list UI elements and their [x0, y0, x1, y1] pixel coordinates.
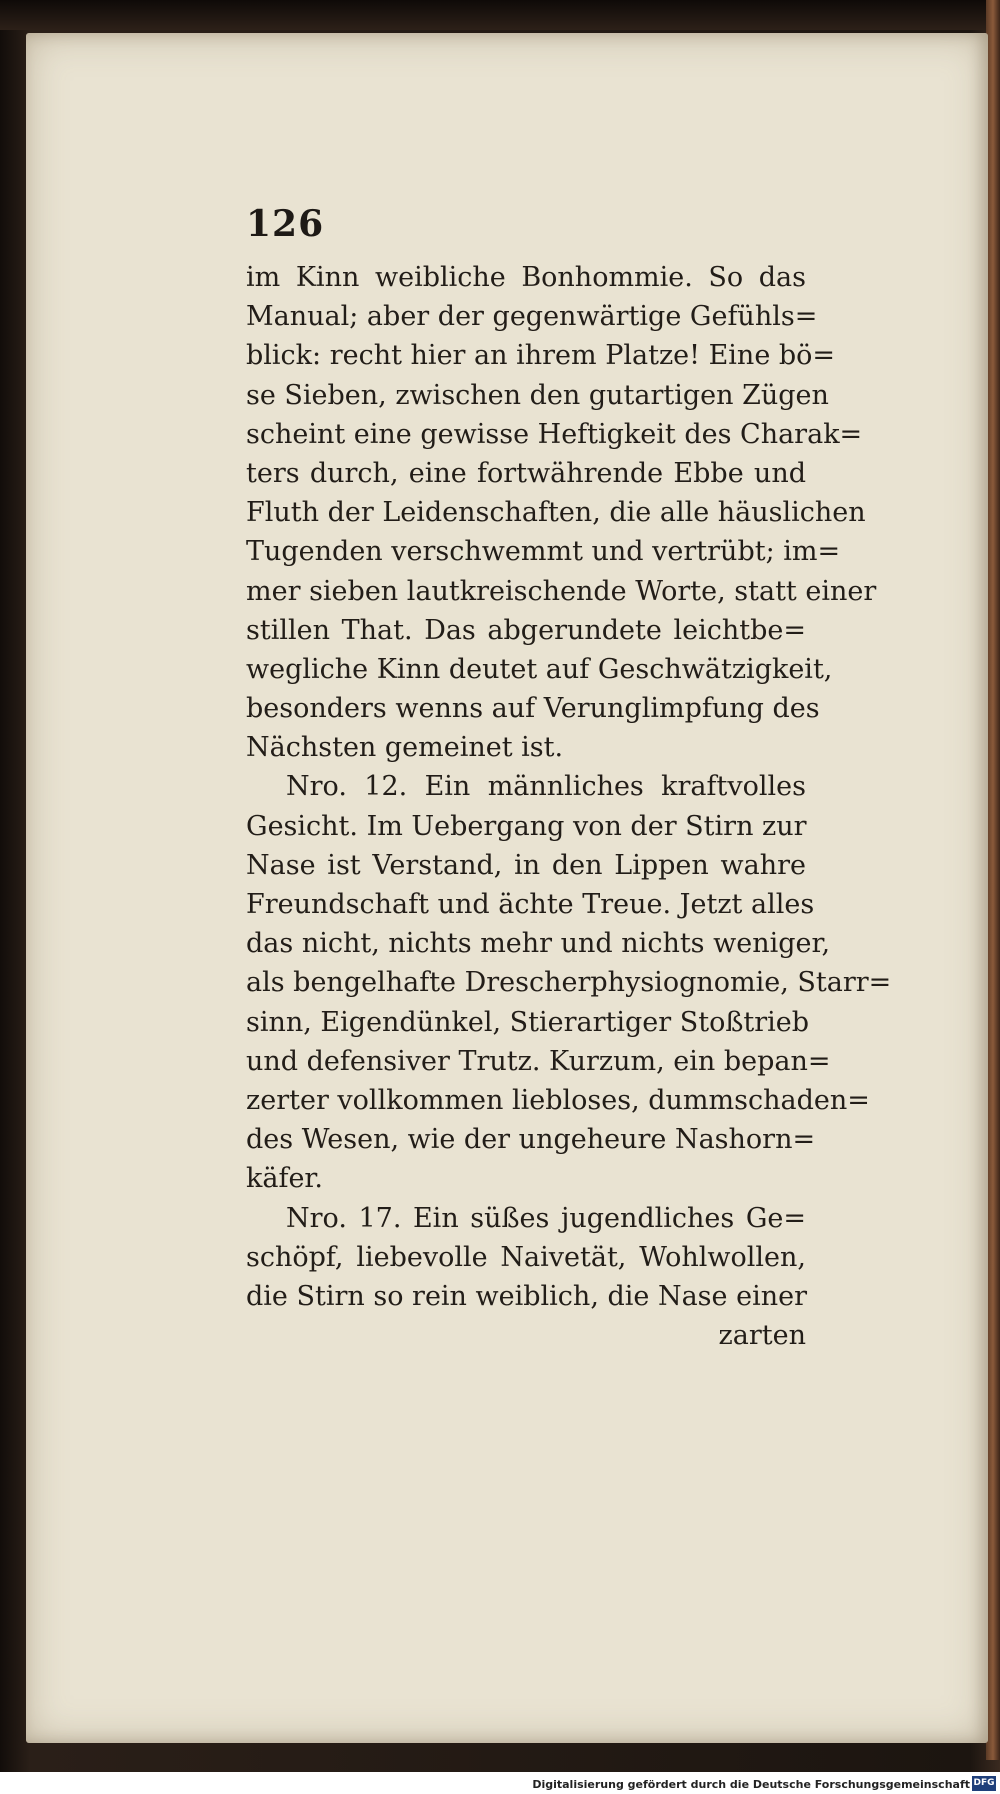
text-line: blick: recht hier an ihrem Platze! Eine bö= — [246, 340, 836, 372]
text-line: mer sieben lautkreischende Worte, statt einer — [246, 575, 877, 607]
body-text — [246, 258, 892, 1355]
digitization-footer — [0, 1772, 1000, 1794]
text-line: Gesicht. Im Uebergang von der Stirn zur — [246, 810, 807, 842]
text-line: das nicht, nichts mehr und nichts weniger, — [246, 928, 831, 960]
page-number: 126 — [246, 203, 325, 245]
text-line: Manual; aber der gegenwärtige Gefühls= — [246, 301, 818, 333]
text-line: Tugenden verschwemmt und vertrübt; im= — [246, 536, 841, 568]
text-line: ters durch, eine fortwährende Ebbe und — [246, 457, 806, 489]
text-line: scheint eine gewisse Heftigkeit des Charak= — [246, 418, 863, 450]
text-line: stillen That. Das abgerundete leichtbe= — [246, 614, 806, 646]
dfg-logo: DFG — [972, 1776, 996, 1791]
text-line: zerter vollkommen liebloses, dummschaden= — [246, 1084, 870, 1116]
book-cover-top-edge — [0, 0, 1000, 30]
text-line: und defensiver Trutz. Kurzum, ein bepan= — [246, 1045, 831, 1077]
text-line: als bengelhafte Drescherphysiognomie, Starr= — [246, 967, 892, 999]
text-line: im Kinn weibliche Bonhommie. So das — [246, 262, 806, 293]
text-line: se Sieben, zwischen den gutartigen Zügen — [246, 379, 829, 411]
text-line: schöpf, liebevolle Naivetät, Wohlwollen, — [246, 1241, 806, 1273]
text-line: wegliche Kinn deutet auf Geschwätzigkeit, — [246, 653, 833, 685]
funding-credit: Digitalisierung gefördert durch die Deutsche Forschungsgemeinschaft — [532, 1778, 970, 1791]
text-line: käfer. — [246, 1163, 323, 1195]
text-line: des Wesen, wie der ungeheure Nashorn= — [246, 1124, 816, 1156]
catchword: zarten — [718, 1320, 806, 1352]
text-line: besonders wenns auf Verunglimpfung des — [246, 693, 820, 725]
text-line: Nro. 12. Ein männliches kraftvolles — [286, 771, 806, 803]
book-page — [26, 33, 988, 1743]
book-cover-right-edge — [986, 0, 1000, 1760]
text-line: Fluth der Leidenschaften, die alle häuslichen — [246, 497, 866, 529]
text-line: sinn, Eigendünkel, Stierartiger Stoßtrieb — [246, 1006, 810, 1038]
text-line: Nase ist Verstand, in den Lippen wahre — [246, 849, 806, 881]
text-line: Freundschaft und ächte Treue. Jetzt alles — [246, 889, 815, 920]
text-line: Nro. 17. Ein süßes jugendliches Ge= — [286, 1202, 806, 1234]
text-line: die Stirn so rein weiblich, die Nase einer — [246, 1280, 807, 1312]
text-line: Nächsten gemeinet ist. — [246, 732, 564, 764]
